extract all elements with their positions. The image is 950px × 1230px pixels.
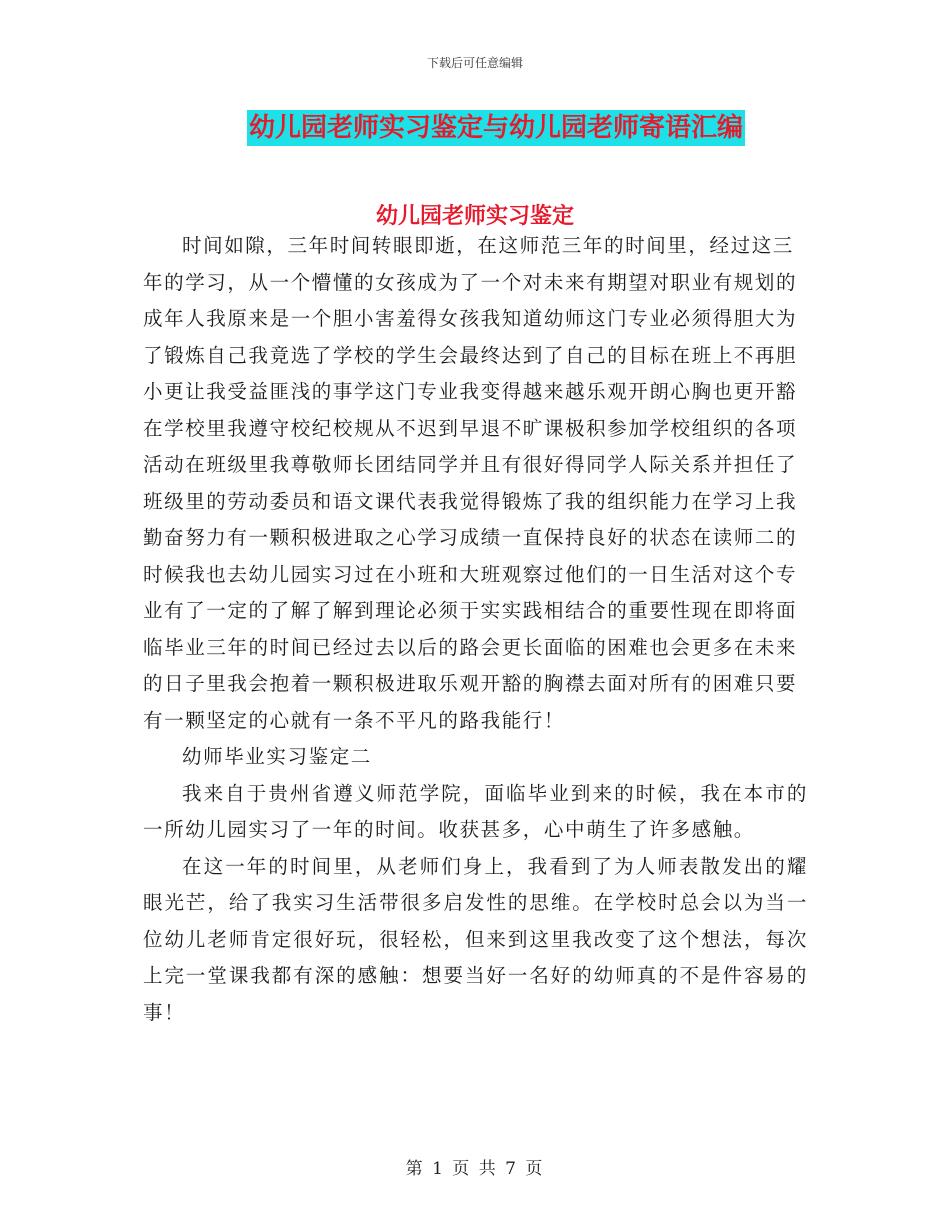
paragraph-intro: 时间如隙，三年时间转眼即逝，在这师范三年的时间里，经过这三年的学习，从一个懵懂的女孩成为了一个对未来有期望对职业有规划的成年人我原来是一个胆小害羞得女孩我知道幼师这门专业必须得胆大为了锻炼自己我竟选了学校的学生会最终达到了自己的目标在班上不再胆小更让我受益匪浅的事学这门专业我变得越来越乐观开朗心胸也更开豁在学校里我遵守校纪校规从不迟到早退不旷课极积参加学校组织的各项活动在班级里我尊敬师长团结同学并且有很好得同学人际关系并担任了班级里的劳动委员和语文课代表我觉得锻炼了我的组织能力在学习上我勤奋努力有一颗积极进取之心学习成绩一直保持良好的状态在读师二的时候我也去幼儿园实习过在小班和大班观察过他们的一日生活对这个专业有了一定的了解了解到理论必须于实实践相结合的重要性现在即将面临毕业三年的时间已经过去以后的路会更长面临的困难也会更多在未来的日子里我会抱着一颗积极进取乐观开豁的胸襟去面对所有的困难只要有一颗坚定的心就有一条不平凡的路我能行！	[143, 234, 798, 732]
paragraph-reflection: 在这一年的时间里，从老师们身上，我看到了为人师表散发出的耀眼光芒，给了我实习生活带很多启发性的思维。在学校时总会以为当一位幼儿老师肯定很好玩，很轻松，但来到这里我改变了这个想法，每次上完一堂课我都有深的感触：想要当好一名好的幼师真的不是件容易的事！	[143, 854, 808, 1024]
paragraph-subheading: 幼师毕业实习鉴定二	[182, 745, 372, 768]
document-body	[143, 228, 808, 1031]
document-title: 幼儿园老师实习鉴定与幼儿园老师寄语汇编	[247, 110, 745, 146]
page-header-note: 下载后可任意编辑	[426, 56, 523, 70]
section-title: 幼儿园老师实习鉴定	[375, 203, 574, 229]
page-number: 第 1 页 共 7 页	[405, 1159, 545, 1179]
paragraph-origin: 我来自于贵州省遵义师范学院，面临毕业到来的时候，我在本市的一所幼儿园实习了一年的时间。收获甚多，心中萌生了许多感触。	[143, 781, 808, 841]
